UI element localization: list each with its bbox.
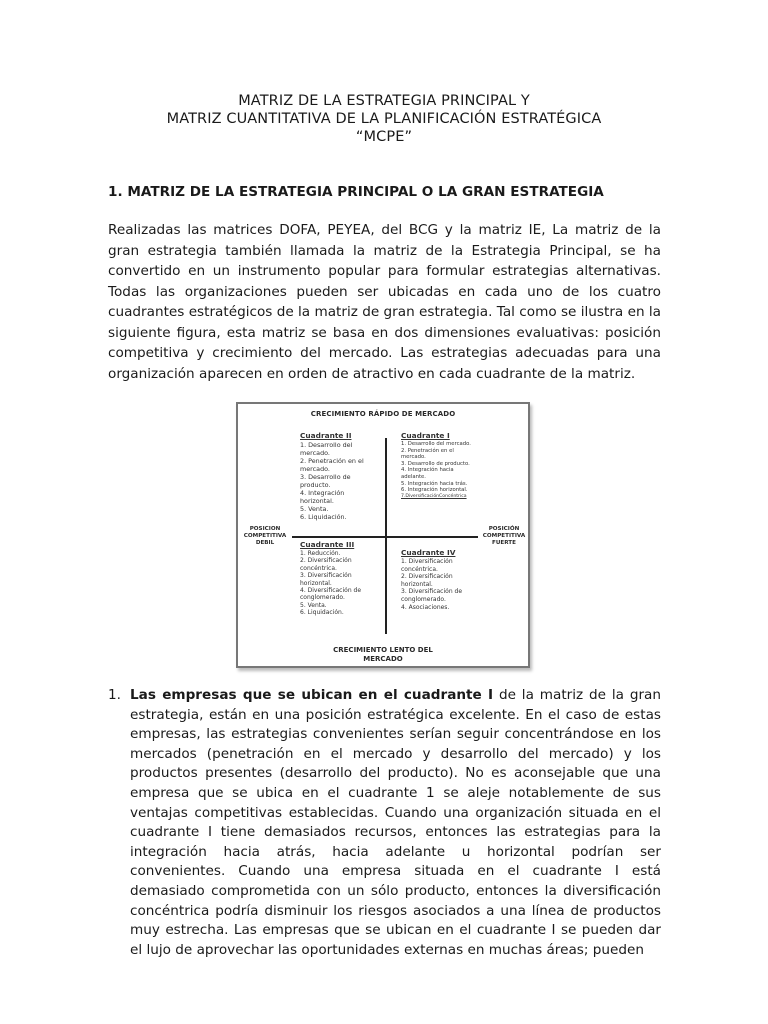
quadrant-1-item: 2. Penetración en el mercado. [401, 447, 454, 461]
quadrant-1-item: 7.DiversificaciónConcéntrica [401, 493, 467, 499]
axis-right-label: POSICIÓN COMPETITIVA FUERTE [482, 526, 526, 546]
axis-top-label: CRECIMIENTO RÁPIDO DE MERCADO [310, 410, 456, 418]
quadrant-3 [300, 540, 384, 617]
quadrant-4-item: 3. Diversificación de conglomerado. [401, 588, 463, 603]
quadrant-2-item: 4. Integración horizontal. [300, 489, 345, 505]
quadrant-4-item: 4. Asociaciones. [401, 603, 450, 611]
quadrant-2-item: 3. Desarrollo de producto. [300, 473, 351, 489]
quadrant-4-item: 1. Diversificación concéntrica. [401, 558, 453, 573]
quadrant-3-item: 4. Diversificación de conglomerado. [300, 587, 362, 602]
list-item-text: de la matriz de la gran estrategia, están en una posición estratégica excelente. En el caso de estas empresas, las estrategias convenientes serían seguir concentrándose en los mercados (penetración en el mercado y desarrollo del mercado) y los productos presentes (desarrollo del producto). No es aconsejable que una empresa que se ubica en el cuadrante 1 se aleje notablemente de sus ventajas competitivas establecidas. Cuando una organización situada en el cuadrante I tiene demasiados recursos, entonces las estrategias para la integración hacia atrás, hacia adelante u horizontal podrían ser convenientes. Cuando una empresa situada en el cuadrante I está demasiado comprometida con un sólo producto, entonces la diversificación concéntrica podría disminuir los riesgos asociados a una línea de productos muy estrecha. Las empresas que se ubican en el cuadrante I se pueden dar el lujo de aprovechar las oportunidades externas en muchas áreas; pueden [130, 687, 661, 958]
quadrant-1-title: Cuadrante I [401, 431, 450, 440]
title-line-1: MATRIZ DE LA ESTRATEGIA PRINCIPAL Y [238, 93, 530, 109]
quadrant-1-item: 3. Desarrollo de producto. [401, 460, 470, 467]
list-item-lead: Las empresas que se ubican en el cuadrante I [130, 687, 494, 703]
quadrant-1-item: 6. Integración horizontal. [401, 487, 468, 494]
quadrant-3-item: 6. Liquidación. [300, 609, 344, 617]
quadrant-2-title: Cuadrante II [300, 431, 352, 440]
quadrant-1-item: 5. Integración hacia trás. [401, 480, 468, 487]
quadrant-2-item: 1. Desarrollo del mercado. [300, 441, 353, 457]
intro-paragraph: Realizadas las matrices DOFA, PEYEA, del BCG y la matriz IE, La matriz de la gran estrategia también llamada la matriz de la Estrategia Principal, se ha convertido en un instrumento popular para formular estrategias alternativas. Todas las organizaciones pueden ser ubicadas en cada uno de los cuatro cuadrantes estratégicos de la matriz de gran estrategia. Tal como se ilustra en la siguiente figura, esta matriz se basa en dos dimensiones evaluativas: posición competitiva y crecimiento del mercado. Las estrategias adecuadas para una organización aparecen en orden de atractivo en cada cuadrante de la matriz. [108, 222, 661, 382]
quadrant-3-title: Cuadrante III [300, 540, 355, 549]
document-title [0, 92, 768, 146]
axis-left-label: POSICION COMPETITIVA DEBIL [243, 526, 287, 546]
quadrant-1-item: 4. Integración hacia adelante. [401, 467, 454, 480]
axis-bottom-label: CRECIMIENTO LENTO DEL MERCADO [333, 646, 433, 663]
quadrant-3-item: 2. Diversificación concéntrica. [300, 557, 352, 572]
list-item [130, 686, 661, 960]
quadrant-1 [401, 431, 477, 500]
quadrant-4 [401, 548, 481, 611]
quadrant-3-item: 3. Diversificación horizontal. [300, 572, 352, 587]
quadrant-4-item: 2. Diversificación horizontal. [401, 573, 453, 588]
grand-strategy-matrix-figure [236, 402, 530, 668]
quadrant-2-item: 5. Venta. [300, 505, 329, 513]
quadrant-2-item: 6. Liquidación. [300, 513, 347, 521]
quadrant-2-item: 2. Penetración en el mercado. [300, 457, 364, 473]
quadrant-3-item: 1. Reducción. [300, 550, 341, 557]
quadrant-2 [300, 431, 380, 521]
title-line-3: “MCPE” [355, 129, 413, 145]
list-item-number: 1. [108, 687, 121, 703]
numbered-list [108, 686, 661, 960]
quadrant-4-title: Cuadrante IV [401, 548, 456, 557]
quadrant-1-item: 1. Desarrollo del mercado. [401, 441, 471, 447]
section-heading: 1. MATRIZ DE LA ESTRATEGIA PRINCIPAL O LA GRAN ESTRATEGIA [108, 184, 604, 200]
title-line-2: MATRIZ CUANTITATIVA DE LA PLANIFICACIÓN ESTRATÉGICA [166, 111, 602, 127]
horizontal-axis-line [292, 536, 478, 538]
quadrant-3-item: 5. Venta. [300, 601, 327, 609]
